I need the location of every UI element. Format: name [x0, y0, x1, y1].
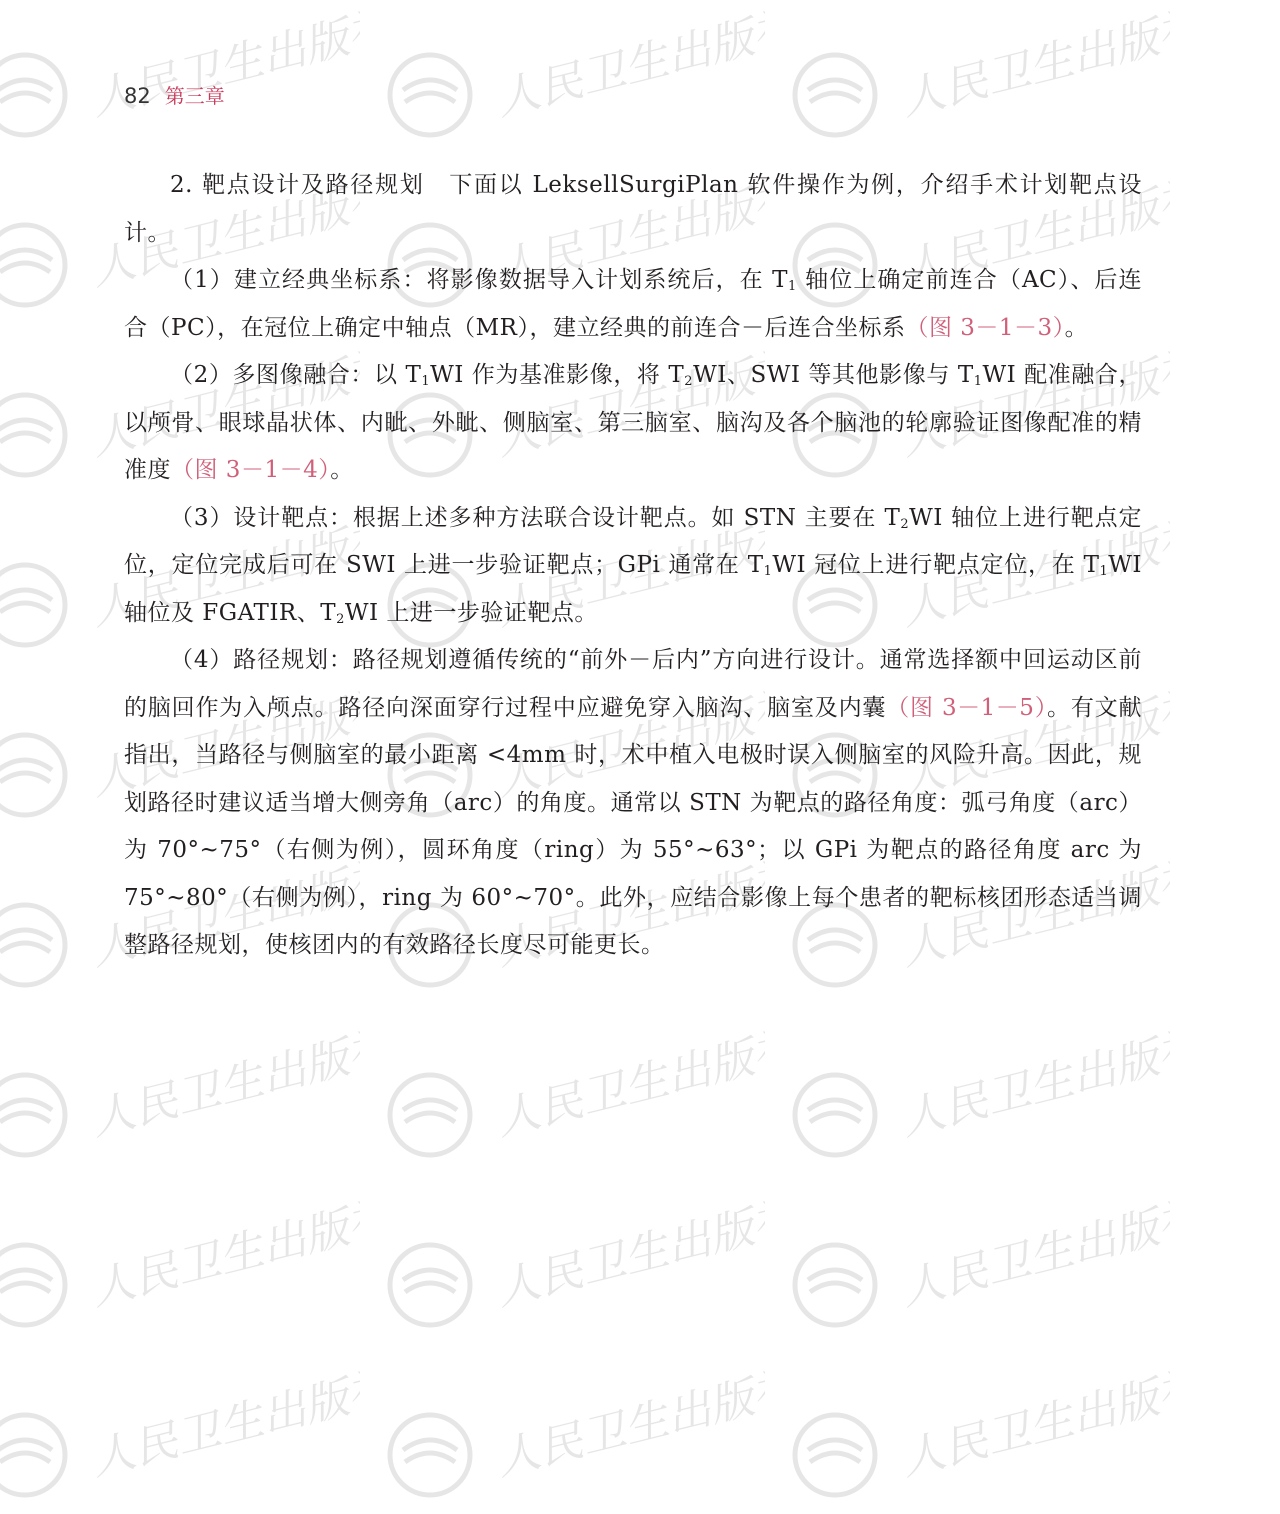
watermark-logo-icon	[780, 1350, 1170, 1510]
svg-text:人民卫生出版社: 人民卫生出版社	[490, 681, 765, 806]
figure-reference: （图 3－1－3）	[905, 314, 1065, 341]
watermark-tile	[0, 0, 360, 150]
watermark-tile	[780, 1010, 1170, 1170]
svg-text:人民卫生出版社: 人民卫生出版社	[85, 1021, 360, 1146]
watermark-logo-icon	[375, 1010, 765, 1170]
svg-text:人民卫生出版社: 人民卫生出版社	[85, 1, 360, 126]
subscript: 1	[421, 374, 431, 389]
svg-text:人民卫生出版社: 人民卫生出版社	[85, 511, 360, 636]
text-run: 轴位上确定前连合（AC）、后连合（PC），在冠位上确定中轴点（MR），建立经典的前连合－后连合坐标系	[124, 267, 1142, 341]
watermark-logo-icon	[0, 1180, 360, 1340]
svg-text:人民卫生出版社: 人民卫生出版社	[895, 1361, 1170, 1486]
svg-text:人民卫生出版社: 人民卫生出版社	[895, 1191, 1170, 1316]
subscript: 1	[788, 279, 797, 294]
svg-text:人民卫生出版社: 人民卫生出版社	[490, 171, 765, 296]
paragraph-path-planning	[124, 637, 1142, 970]
text-run: WI 配准融合，以颅骨、眼球晶状体、内眦、外眦、侧脑室、第三脑室、脑沟及各个脑池的轮廓验证图像配准的精准度	[124, 362, 1142, 483]
watermark-logo-icon	[0, 0, 360, 150]
watermark-tile	[780, 1350, 1170, 1510]
svg-text:人民卫生出版社: 人民卫生出版社	[895, 511, 1170, 636]
paragraph-image-fusion	[124, 352, 1142, 495]
text-run: （2）多图像融合：以 T	[170, 362, 422, 388]
svg-text:人民卫生出版社: 人民卫生出版社	[85, 681, 360, 806]
text-run: （1）建立经典坐标系：将影像数据导入计划系统后，在 T	[170, 267, 788, 293]
text-run: WI 作为基准影像，将 T	[430, 362, 685, 388]
svg-text:人民卫生出版社: 人民卫生出版社	[490, 1, 765, 126]
paragraph-coordinate-system	[124, 257, 1142, 352]
text-run: （3）设计靶点：根据上述多种方法联合设计靶点。如 STN 主要在 T	[170, 504, 901, 531]
subscript: 1	[763, 564, 773, 579]
figure-reference: （图 3－1－4）	[171, 457, 331, 483]
svg-text:人民卫生出版社: 人民卫生出版社	[85, 171, 360, 296]
text-run: （4）路径规划：路径规划遵循传统的“前外－后内”方向进行设计。通常选择额中回运动区前的脑回作为入颅点。路径向深面穿行过程中应避免穿入脑沟、脑室及内囊	[124, 647, 1142, 721]
watermark-tile	[375, 0, 765, 150]
svg-text:人民卫生出版社: 人民卫生出版社	[895, 681, 1170, 806]
svg-text:人民卫生出版社: 人民卫生出版社	[490, 1191, 765, 1316]
paragraph-intro	[124, 162, 1142, 257]
svg-text:人民卫生出版社: 人民卫生出版社	[490, 1361, 765, 1486]
watermark-logo-icon	[375, 1180, 765, 1340]
watermark-logo-icon	[375, 0, 765, 150]
watermark-tile	[0, 1180, 360, 1340]
subscript: 2	[684, 374, 694, 389]
watermark-tile	[780, 1180, 1170, 1340]
watermark-tile	[375, 1350, 765, 1510]
svg-text:人民卫生出版社: 人民卫生出版社	[895, 1021, 1170, 1146]
watermark-logo-icon	[0, 1350, 360, 1510]
svg-text:人民卫生出版社: 人民卫生出版社	[895, 851, 1170, 976]
watermark-logo-icon	[0, 1010, 360, 1170]
svg-text:人民卫生出版社: 人民卫生出版社	[85, 341, 360, 466]
text-run: WI 冠位上进行靶点定位，在 T	[772, 552, 1100, 578]
page-number: 82	[124, 84, 151, 108]
watermark-logo-icon	[780, 1180, 1170, 1340]
text-run: WI 轴位上进行靶点定位，定位完成后可在 SWI 上进一步验证靶点；GPi 通常在 T	[124, 504, 1142, 578]
svg-text:人民卫生出版社: 人民卫生出版社	[490, 341, 765, 466]
subscript: 2	[336, 611, 345, 627]
svg-text:人民卫生出版社: 人民卫生出版社	[85, 851, 360, 976]
svg-text:人民卫生出版社: 人民卫生出版社	[85, 1361, 360, 1486]
text-run: 。有文献指出，当路径与侧脑室的最小距离 <4mm 时，术中植入电极时误入侧脑室的风险升高。因此，规划路径时建议适当增大侧旁角（arc）的角度。通常以 STN 为靶点的路径角度：弧弓角度（arc）为 70°~75°（右侧为例），圆环角度（ring）为 55°~63°；以 GPi 为靶点的路径角度 arc 为 75°~80°（右侧为例），ring 为 60°~70°。此外，应结合影像上每个患者的靶标核团形态适当调整路径规划，使核团内的有效路径长度尽可能更长。	[124, 694, 1143, 958]
svg-text:人民卫生出版社: 人民卫生出版社	[895, 341, 1170, 466]
watermark-logo-icon	[780, 1010, 1170, 1170]
svg-text:人民卫生出版社: 人民卫生出版社	[895, 1, 1170, 126]
page-header	[124, 80, 225, 109]
watermark-tile	[375, 1010, 765, 1170]
svg-text:人民卫生出版社: 人民卫生出版社	[85, 1191, 360, 1316]
subscript: 2	[900, 516, 910, 532]
text-run: WI 轴位及 FGATIR、T	[124, 552, 1142, 626]
svg-text:人民卫生出版社: 人民卫生出版社	[490, 1021, 765, 1146]
text-run: WI、SWI 等其他影像与 T	[693, 362, 974, 388]
text-run: 。	[330, 457, 354, 483]
watermark-logo-icon	[780, 0, 1170, 150]
text-run: WI 上进一步验证靶点。	[344, 599, 598, 626]
subscript: 1	[973, 374, 983, 389]
figure-reference: （图 3－1－5）	[886, 694, 1048, 721]
svg-text:人民卫生出版社: 人民卫生出版社	[490, 511, 765, 636]
svg-text:人民卫生出版社: 人民卫生出版社	[490, 851, 765, 976]
watermark-tile	[375, 1180, 765, 1340]
watermark-logo-icon	[375, 1350, 765, 1510]
chapter-title: 第三章	[164, 84, 225, 108]
body-text	[124, 162, 1142, 970]
subscript: 1	[1099, 564, 1109, 579]
text-run: 2. 靶点设计及路径规划 下面以 LeksellSurgiPlan 软件操作为例，介绍手术计划靶点设计。	[124, 172, 1142, 246]
watermark-tile	[780, 0, 1170, 150]
paragraph-target-design	[124, 495, 1142, 638]
text-run: 。	[1064, 314, 1089, 341]
watermark-tile	[0, 1350, 360, 1510]
svg-text:人民卫生出版社: 人民卫生出版社	[895, 171, 1170, 296]
watermark-tile	[0, 1010, 360, 1170]
